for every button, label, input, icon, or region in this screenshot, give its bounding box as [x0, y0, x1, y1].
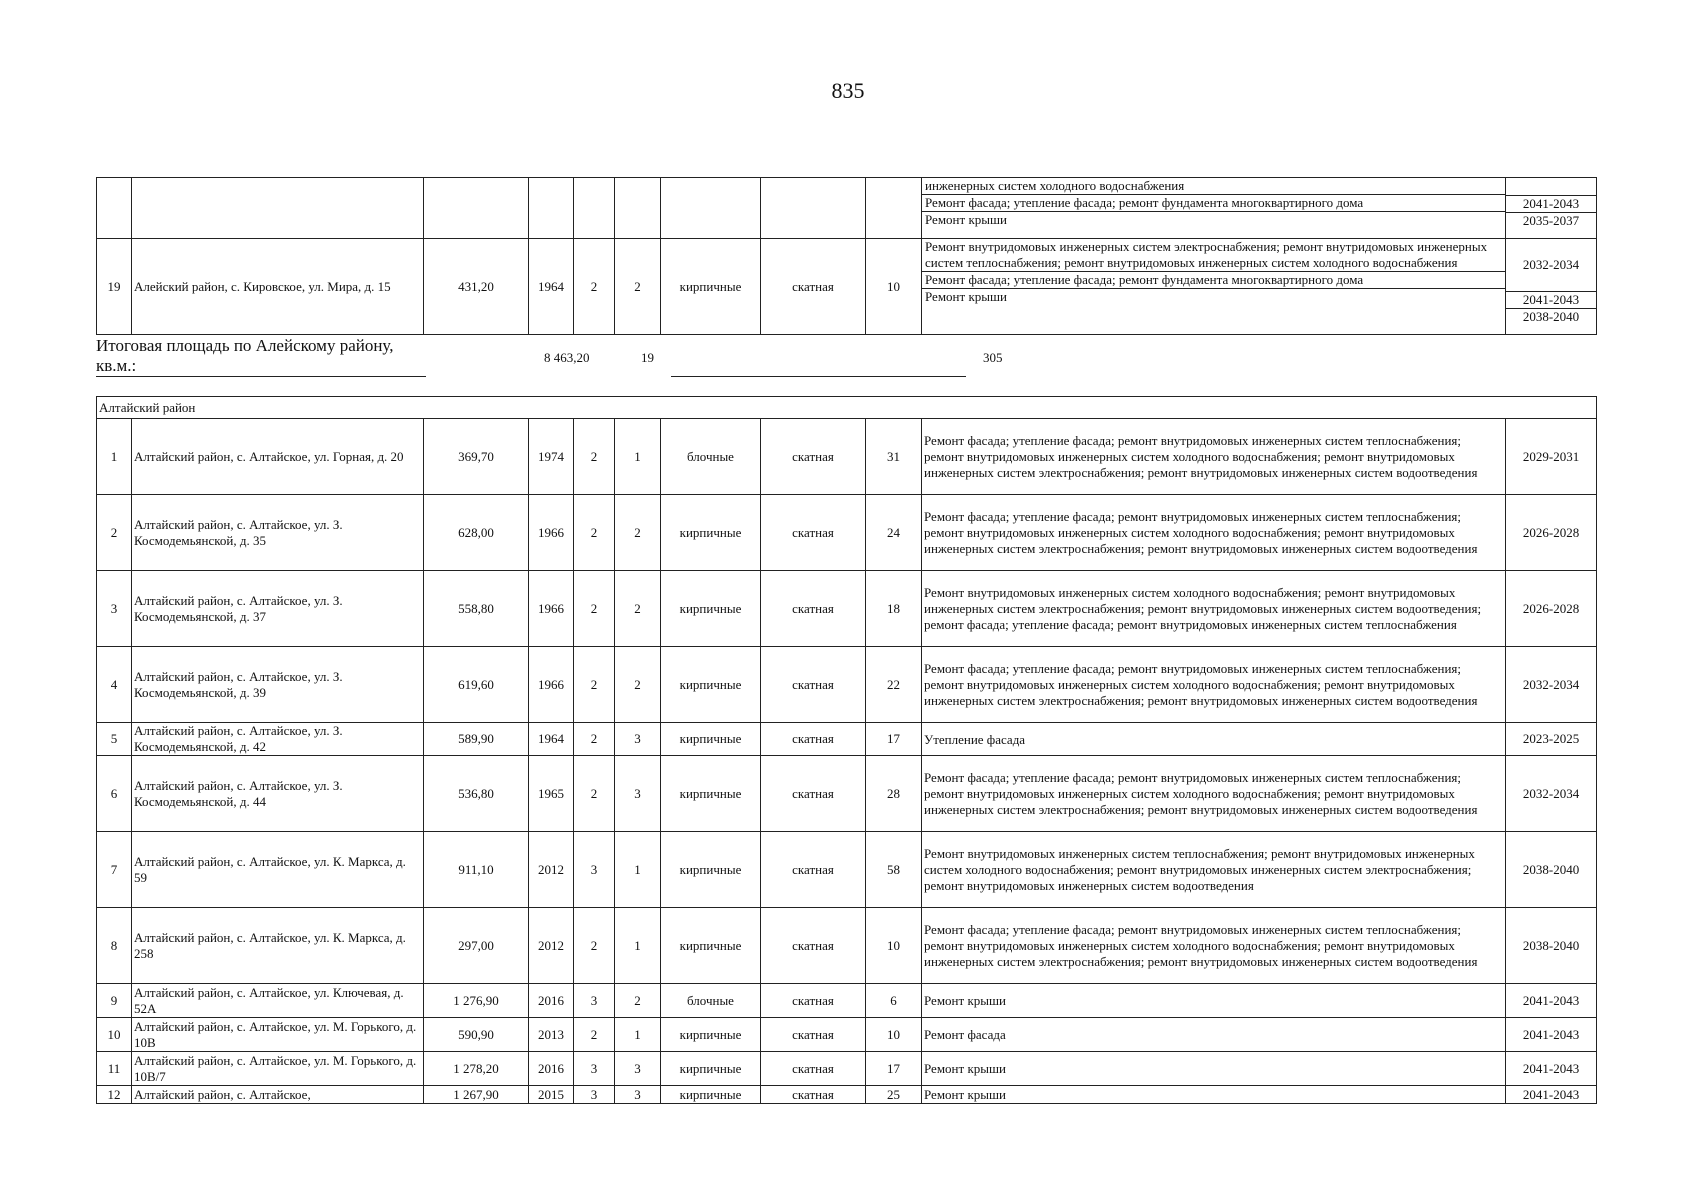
table-row [97, 723, 1597, 756]
wall-material: кирпичные [661, 647, 761, 723]
entrances: 1 [615, 419, 661, 495]
flats: 28 [866, 756, 922, 832]
row-number: 3 [97, 571, 132, 647]
build-year: 1965 [529, 756, 574, 832]
work-years: 2026-2028 [1506, 495, 1597, 571]
work-item: Ремонт фасада; утепление фасада; ремонт фундамента многоквартирного дома [922, 194, 1505, 211]
wall-material: кирпичные [661, 571, 761, 647]
build-year: 2015 [529, 1086, 574, 1104]
work-description: Ремонт внутридомовых инженерных систем теплоснабжения; ремонт внутридомовых инженерных систем холодного водоснабжения; ремонт внутридомовых инженерных систем электроснабжения; ремонт внутридомовых инженерных систем водоотведения [922, 832, 1506, 908]
work-years: 2041-2043 [1506, 1086, 1597, 1104]
work-description: Ремонт фасада; утепление фасада; ремонт внутридомовых инженерных систем теплоснабжения; ремонт внутридомовых инженерных систем холодного водоснабжения; ремонт внутридомовых инженерных систем электроснабжения; ремонт внутридомовых инженерных систем водоотведения [922, 647, 1506, 723]
floors: 3 [574, 1086, 615, 1104]
roof-type: скатная [761, 723, 866, 756]
table-row [97, 756, 1597, 832]
wall-material: кирпичные [661, 832, 761, 908]
work-years: 2041-2043 [1506, 195, 1596, 212]
work-description: Ремонт фасада; утепление фасада; ремонт внутридомовых инженерных систем теплоснабжения; ремонт внутридомовых инженерных систем холодного водоснабжения; ремонт внутридомовых инженерных систем электроснабжения; ремонт внутридомовых инженерных систем водоотведения [922, 419, 1506, 495]
work-years: 2041-2043 [1506, 1052, 1597, 1086]
address: Алтайский район, с. Алтайское, ул. З. Космодемьянской, д. 44 [132, 756, 424, 832]
entrances: 2 [615, 239, 661, 335]
work-description: Ремонт фасада [922, 1018, 1506, 1052]
wall-material: кирпичные [661, 723, 761, 756]
row-number: 10 [97, 1018, 132, 1052]
floors: 2 [574, 908, 615, 984]
flats: 25 [866, 1086, 922, 1104]
work-description: Ремонт крыши [922, 1086, 1506, 1104]
floors: 3 [574, 1052, 615, 1086]
floors: 3 [574, 984, 615, 1018]
address: Алтайский район, с. Алтайское, ул. Горная, д. 20 [132, 419, 424, 495]
roof-type: скатная [761, 756, 866, 832]
table-row [97, 1018, 1597, 1052]
entrances: 3 [615, 756, 661, 832]
district-name: Алтайский район [97, 397, 1597, 419]
build-year: 2016 [529, 984, 574, 1018]
roof-type: скатная [761, 647, 866, 723]
build-year: 1974 [529, 419, 574, 495]
area: 369,70 [424, 419, 529, 495]
roof-type: скатная [761, 832, 866, 908]
roof-type: скатная [761, 419, 866, 495]
total-area: 8 463,20 [544, 350, 590, 365]
address: Алтайский район, с. Алтайское, ул. З. Космодемьянской, д. 37 [132, 571, 424, 647]
area: 558,80 [424, 571, 529, 647]
area: 589,90 [424, 723, 529, 756]
work-years: 2041-2043 [1506, 291, 1596, 308]
row-number: 6 [97, 756, 132, 832]
address: Алтайский район, с. Алтайское, ул. К. Маркса, д. 59 [132, 832, 424, 908]
work-years: 2023-2025 [1506, 723, 1597, 756]
floors: 2 [574, 495, 615, 571]
roof-type: скатная [761, 984, 866, 1018]
table-row [97, 571, 1597, 647]
floors: 2 [574, 419, 615, 495]
row-number: 2 [97, 495, 132, 571]
roof-type: скатная [761, 495, 866, 571]
floors: 2 [574, 756, 615, 832]
table-row [97, 1052, 1597, 1086]
wall-material: кирпичные [661, 495, 761, 571]
work-years: 2041-2043 [1506, 1018, 1597, 1052]
build-year: 1966 [529, 495, 574, 571]
row-number: 12 [97, 1086, 132, 1104]
row-number: 1 [97, 419, 132, 495]
work-years: 2029-2031 [1506, 419, 1597, 495]
flats: 18 [866, 571, 922, 647]
work-years: 2032-2034 [1522, 257, 1580, 272]
address: Алтайский район, с. Алтайское, ул. М. Горького, д. 10В [132, 1018, 424, 1052]
table-row [97, 908, 1597, 984]
total-flats: 305 [983, 350, 1003, 365]
roof-type: скатная [761, 908, 866, 984]
area: 590,90 [424, 1018, 529, 1052]
work-item: Ремонт крыши [922, 288, 1505, 305]
flats: 17 [866, 723, 922, 756]
row-number: 11 [97, 1052, 132, 1086]
address: Алтайский район, с. Алтайское, ул. Ключевая, д. 52А [132, 984, 424, 1018]
wall-material: блочные [661, 984, 761, 1018]
row-number: 19 [97, 239, 132, 335]
entrances: 2 [615, 495, 661, 571]
entrances: 1 [615, 1018, 661, 1052]
work-years: 2038-2040 [1506, 908, 1597, 984]
entrances: 1 [615, 908, 661, 984]
wall-material: блочные [661, 419, 761, 495]
flats: 10 [866, 908, 922, 984]
wall-material: кирпичные [661, 239, 761, 335]
wall-material: кирпичные [661, 1086, 761, 1104]
roof-type: скатная [761, 1018, 866, 1052]
table-row [97, 832, 1597, 908]
roof-type: скатная [761, 571, 866, 647]
table-row [97, 239, 1597, 335]
address: Алтайский район, с. Алтайское, ул. З. Космодемьянской, д. 39 [132, 647, 424, 723]
table-row [97, 495, 1597, 571]
page-number: 835 [831, 78, 865, 103]
work-years: 2032-2034 [1506, 647, 1597, 723]
entrances: 2 [615, 647, 661, 723]
area: 431,20 [424, 239, 529, 335]
area: 1 278,20 [424, 1052, 529, 1086]
work-years [1506, 178, 1596, 195]
district-header-row [97, 397, 1597, 419]
flats: 10 [866, 239, 922, 335]
entrances: 3 [615, 1086, 661, 1104]
work-description: Ремонт внутридомовых инженерных систем холодного водоснабжения; ремонт внутридомовых инженерных систем электроснабжения; ремонт внутридомовых инженерных систем водоотведения; ремонт фасада; утепление фасада; ремонт внутридомовых инженерных систем теплоснабжения [922, 571, 1506, 647]
table-row [97, 984, 1597, 1018]
entrances: 2 [615, 571, 661, 647]
entrances: 1 [615, 832, 661, 908]
area: 536,80 [424, 756, 529, 832]
table-row [97, 647, 1597, 723]
work-description: Утепление фасада [922, 723, 1506, 756]
area: 619,60 [424, 647, 529, 723]
floors: 2 [574, 239, 615, 335]
total-count: 19 [641, 350, 654, 365]
flats: 58 [866, 832, 922, 908]
work-years: 2026-2028 [1506, 571, 1597, 647]
work-years: 2041-2043 [1506, 984, 1597, 1018]
roof-type: скатная [761, 1086, 866, 1104]
row-number: 7 [97, 832, 132, 908]
work-item: Ремонт внутридомовых инженерных систем электроснабжения; ремонт внутридомовых инженерных систем теплоснабжения; ремонт внутридомовых инженерных систем холодного водоснабжения [925, 239, 1488, 270]
row-number: 8 [97, 908, 132, 984]
work-description: Ремонт фасада; утепление фасада; ремонт внутридомовых инженерных систем теплоснабжения; ремонт внутридомовых инженерных систем холодного водоснабжения; ремонт внутридомовых инженерных систем электроснабжения; ремонт внутридомовых инженерных систем водоотведения [922, 908, 1506, 984]
build-year: 2012 [529, 908, 574, 984]
build-year: 1964 [529, 239, 574, 335]
address: Алтайский район, с. Алтайское, ул. З. Космодемьянской, д. 35 [132, 495, 424, 571]
work-description: Ремонт крыши [922, 984, 1506, 1018]
floors: 2 [574, 723, 615, 756]
continuation-row [97, 178, 1597, 239]
district-table [96, 396, 1597, 1104]
flats: 17 [866, 1052, 922, 1086]
work-description: Ремонт крыши [922, 1052, 1506, 1086]
row-number: 5 [97, 723, 132, 756]
floors: 2 [574, 571, 615, 647]
work-years: 2038-2040 [1506, 308, 1596, 325]
total-label: Итоговая площадь по Алейскому району, кв.м.: [96, 336, 426, 377]
work-years: 2035-2037 [1506, 212, 1596, 229]
flats: 10 [866, 1018, 922, 1052]
entrances: 2 [615, 984, 661, 1018]
flats: 31 [866, 419, 922, 495]
address: Алейский район, с. Кировское, ул. Мира, д. 15 [132, 239, 424, 335]
address: Алтайский район, с. Алтайское, [132, 1086, 424, 1104]
area: 911,10 [424, 832, 529, 908]
floors: 2 [574, 1018, 615, 1052]
floors: 3 [574, 832, 615, 908]
work-description: Ремонт фасада; утепление фасада; ремонт внутридомовых инженерных систем теплоснабжения; ремонт внутридомовых инженерных систем холодного водоснабжения; ремонт внутридомовых инженерных систем электроснабжения; ремонт внутридомовых инженерных систем водоотведения [922, 756, 1506, 832]
address: Алтайский район, с. Алтайское, ул. М. Горького, д. 10В/7 [132, 1052, 424, 1086]
build-year: 1964 [529, 723, 574, 756]
district-total [96, 336, 1596, 380]
address: Алтайский район, с. Алтайское, ул. К. Маркса, д. 258 [132, 908, 424, 984]
area: 1 267,90 [424, 1086, 529, 1104]
area: 297,00 [424, 908, 529, 984]
row-number: 4 [97, 647, 132, 723]
roof-type: скатная [761, 239, 866, 335]
build-year: 1966 [529, 647, 574, 723]
address: Алтайский район, с. Алтайское, ул. З. Космодемьянской, д. 42 [132, 723, 424, 756]
wall-material: кирпичные [661, 756, 761, 832]
work-item: Ремонт фасада; утепление фасада; ремонт фундамента многоквартирного дома [922, 271, 1505, 288]
top-table [96, 177, 1597, 335]
roof-type: скатная [761, 1052, 866, 1086]
table-row [97, 1086, 1597, 1104]
flats: 6 [866, 984, 922, 1018]
area: 628,00 [424, 495, 529, 571]
work-item: Ремонт крыши [922, 211, 1505, 228]
wall-material: кирпичные [661, 1052, 761, 1086]
work-years: 2032-2034 [1506, 756, 1597, 832]
floors: 2 [574, 647, 615, 723]
area: 1 276,90 [424, 984, 529, 1018]
flats: 22 [866, 647, 922, 723]
work-item: инженерных систем холодного водоснабжения [925, 178, 1185, 193]
total-underline [671, 376, 966, 377]
table-row [97, 419, 1597, 495]
entrances: 3 [615, 723, 661, 756]
build-year: 2013 [529, 1018, 574, 1052]
flats: 24 [866, 495, 922, 571]
row-number: 9 [97, 984, 132, 1018]
build-year: 2012 [529, 832, 574, 908]
build-year: 1966 [529, 571, 574, 647]
work-years: 2038-2040 [1506, 832, 1597, 908]
build-year: 2016 [529, 1052, 574, 1086]
wall-material: кирпичные [661, 908, 761, 984]
entrances: 3 [615, 1052, 661, 1086]
work-description: Ремонт фасада; утепление фасада; ремонт внутридомовых инженерных систем теплоснабжения; ремонт внутридомовых инженерных систем холодного водоснабжения; ремонт внутридомовых инженерных систем электроснабжения; ремонт внутридомовых инженерных систем водоотведения [922, 495, 1506, 571]
wall-material: кирпичные [661, 1018, 761, 1052]
